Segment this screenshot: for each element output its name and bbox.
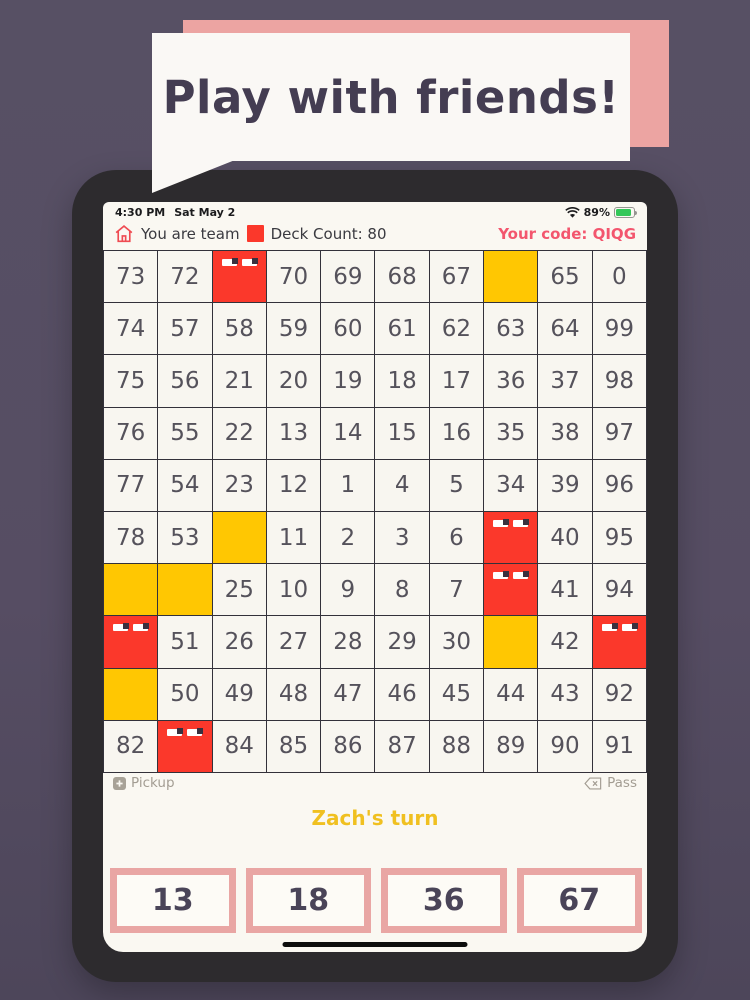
- hand-card[interactable]: 18: [246, 868, 372, 933]
- hand-card[interactable]: 13: [110, 868, 236, 933]
- board-cell[interactable]: 21: [213, 355, 267, 407]
- board-cell-red-marker[interactable]: [484, 512, 538, 564]
- board-cell[interactable]: 99: [593, 303, 647, 355]
- board-cell[interactable]: 76: [104, 408, 158, 460]
- board-cell[interactable]: 40: [538, 512, 592, 564]
- speech-bubble-tail: [152, 160, 235, 193]
- board-cell[interactable]: 49: [213, 669, 267, 721]
- board-cell[interactable]: 73: [104, 251, 158, 303]
- board-cell-yellow-marker[interactable]: [158, 564, 212, 616]
- board-cell[interactable]: 75: [104, 355, 158, 407]
- board-cell[interactable]: 86: [321, 721, 375, 773]
- board-cell[interactable]: 62: [430, 303, 484, 355]
- status-time: 4:30 PM: [115, 205, 166, 219]
- board-cell[interactable]: 67: [430, 251, 484, 303]
- board-cell[interactable]: 18: [375, 355, 429, 407]
- deck-count-label: Deck Count: 80: [270, 224, 387, 243]
- status-date: Sat May 2: [174, 205, 236, 219]
- team-label: You are team: [141, 224, 240, 243]
- board-cell[interactable]: 70: [267, 251, 321, 303]
- pickup-label: Pickup: [131, 775, 175, 791]
- board-cell[interactable]: 6: [430, 512, 484, 564]
- board-cell-yellow-marker[interactable]: [213, 512, 267, 564]
- board-cell-yellow-marker[interactable]: [104, 669, 158, 721]
- board-cell[interactable]: 78: [104, 512, 158, 564]
- board-cell[interactable]: 48: [267, 669, 321, 721]
- tablet-frame: [72, 170, 678, 982]
- board-cell[interactable]: 59: [267, 303, 321, 355]
- board-cell[interactable]: 9: [321, 564, 375, 616]
- board-cell[interactable]: 92: [593, 669, 647, 721]
- board-cell[interactable]: 42: [538, 616, 592, 668]
- board-cell[interactable]: 19: [321, 355, 375, 407]
- home-icon[interactable]: [114, 224, 134, 243]
- backspace-icon: [584, 777, 602, 790]
- board-cell-red-marker[interactable]: [104, 616, 158, 668]
- board-cell[interactable]: 15: [375, 408, 429, 460]
- board-cell[interactable]: 58: [213, 303, 267, 355]
- room-code-label: Your code: QIQG: [498, 224, 636, 243]
- board-cell[interactable]: 88: [430, 721, 484, 773]
- pass-button[interactable]: [584, 775, 637, 791]
- board-cell[interactable]: 30: [430, 616, 484, 668]
- board-cell[interactable]: 36: [484, 355, 538, 407]
- board-cell[interactable]: 50: [158, 669, 212, 721]
- hand-card[interactable]: 36: [381, 868, 507, 933]
- board-cell[interactable]: 89: [484, 721, 538, 773]
- board-cell[interactable]: 82: [104, 721, 158, 773]
- board-cell[interactable]: 68: [375, 251, 429, 303]
- board-cell[interactable]: 13: [267, 408, 321, 460]
- board-cell[interactable]: 16: [430, 408, 484, 460]
- board-cell-yellow-marker[interactable]: [484, 251, 538, 303]
- speech-bubble: [152, 33, 630, 161]
- board-cell[interactable]: 56: [158, 355, 212, 407]
- board-cell[interactable]: 45: [430, 669, 484, 721]
- board-cell-yellow-marker[interactable]: [104, 564, 158, 616]
- marker-eyes-icon: [493, 520, 528, 527]
- board-cell[interactable]: 94: [593, 564, 647, 616]
- board-cell[interactable]: 28: [321, 616, 375, 668]
- plus-icon: [113, 777, 126, 790]
- marker-eyes-icon: [602, 624, 637, 631]
- board-cell[interactable]: 14: [321, 408, 375, 460]
- board-cell[interactable]: 57: [158, 303, 212, 355]
- marker-eyes-icon: [167, 729, 202, 736]
- board-cell[interactable]: 91: [593, 721, 647, 773]
- board-cell-red-marker[interactable]: [484, 564, 538, 616]
- wifi-icon: [565, 207, 580, 218]
- board-cell-red-marker[interactable]: [213, 251, 267, 303]
- board-cell[interactable]: 87: [375, 721, 429, 773]
- board-cell[interactable]: 38: [538, 408, 592, 460]
- board-cell[interactable]: 2: [321, 512, 375, 564]
- board-cell[interactable]: 10: [267, 564, 321, 616]
- board-cell[interactable]: 4: [375, 460, 429, 512]
- board-cell[interactable]: 46: [375, 669, 429, 721]
- board-cell[interactable]: 55: [158, 408, 212, 460]
- marker-eyes-icon: [222, 259, 257, 266]
- board-cell[interactable]: 95: [593, 512, 647, 564]
- board-cell[interactable]: 53: [158, 512, 212, 564]
- board-cell[interactable]: 47: [321, 669, 375, 721]
- board-cell[interactable]: 7: [430, 564, 484, 616]
- board-cell[interactable]: 97: [593, 408, 647, 460]
- board-cell[interactable]: 90: [538, 721, 592, 773]
- board-cell[interactable]: 5: [430, 460, 484, 512]
- turn-banner: Zach's turn: [311, 806, 439, 830]
- board-cell[interactable]: 51: [158, 616, 212, 668]
- game-board: [103, 250, 647, 773]
- board-cell-red-marker[interactable]: [158, 721, 212, 773]
- board-cell[interactable]: 64: [538, 303, 592, 355]
- board-cell[interactable]: 44: [484, 669, 538, 721]
- board-cell[interactable]: 74: [104, 303, 158, 355]
- status-bar: [103, 202, 647, 219]
- board-cell-red-marker[interactable]: [593, 616, 647, 668]
- battery-percent: 89%: [583, 205, 610, 219]
- board-cell[interactable]: 84: [213, 721, 267, 773]
- board-cell[interactable]: 65: [538, 251, 592, 303]
- headline-text: Play with friends!: [162, 70, 620, 124]
- board-cell[interactable]: 27: [267, 616, 321, 668]
- board-cell[interactable]: 77: [104, 460, 158, 512]
- board-cell[interactable]: 11: [267, 512, 321, 564]
- marker-eyes-icon: [493, 572, 528, 579]
- board-cell[interactable]: 43: [538, 669, 592, 721]
- board-cell[interactable]: 29: [375, 616, 429, 668]
- board-cell[interactable]: 3: [375, 512, 429, 564]
- board-cell[interactable]: 60: [321, 303, 375, 355]
- board-cell-yellow-marker[interactable]: [484, 616, 538, 668]
- marker-eyes-icon: [113, 624, 148, 631]
- board-cell[interactable]: 25: [213, 564, 267, 616]
- hand: [103, 868, 647, 933]
- pass-label: Pass: [607, 775, 637, 791]
- board-cell[interactable]: 20: [267, 355, 321, 407]
- home-indicator[interactable]: [283, 942, 468, 947]
- board-cell[interactable]: 17: [430, 355, 484, 407]
- board-cell[interactable]: 0: [593, 251, 647, 303]
- board-cell[interactable]: 96: [593, 460, 647, 512]
- board-cell[interactable]: 26: [213, 616, 267, 668]
- board-cell[interactable]: 41: [538, 564, 592, 616]
- pickup-button[interactable]: [113, 775, 175, 791]
- board-cell[interactable]: 85: [267, 721, 321, 773]
- board-cell[interactable]: 39: [538, 460, 592, 512]
- board-cell[interactable]: 37: [538, 355, 592, 407]
- board-cell[interactable]: 61: [375, 303, 429, 355]
- team-color-swatch: [247, 225, 264, 242]
- battery-icon: [614, 207, 635, 218]
- board-cell[interactable]: 23: [213, 460, 267, 512]
- board-cell[interactable]: 12: [267, 460, 321, 512]
- board-cell[interactable]: 72: [158, 251, 212, 303]
- board-cell[interactable]: 35: [484, 408, 538, 460]
- app-header: [103, 219, 647, 248]
- board-cell[interactable]: 54: [158, 460, 212, 512]
- hand-card[interactable]: 67: [517, 868, 643, 933]
- board-cell[interactable]: 63: [484, 303, 538, 355]
- board-cell[interactable]: 98: [593, 355, 647, 407]
- board-cell[interactable]: 34: [484, 460, 538, 512]
- board-cell[interactable]: 1: [321, 460, 375, 512]
- app-screen: [103, 202, 647, 952]
- action-bar: [103, 773, 647, 793]
- board-cell[interactable]: 69: [321, 251, 375, 303]
- board-cell[interactable]: 22: [213, 408, 267, 460]
- board-cell[interactable]: 8: [375, 564, 429, 616]
